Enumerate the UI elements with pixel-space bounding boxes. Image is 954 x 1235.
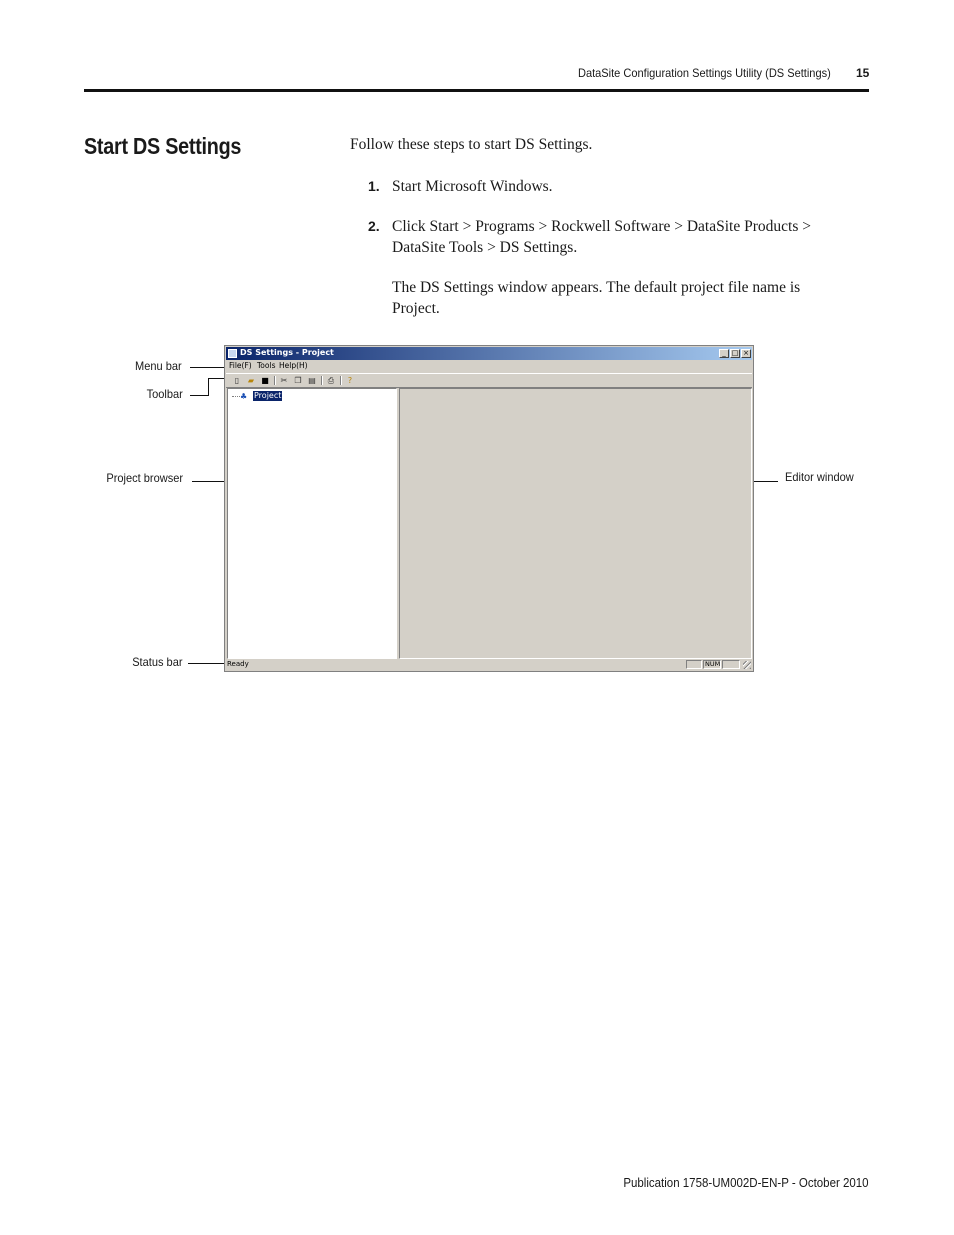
close-icon[interactable]: × bbox=[741, 349, 751, 358]
new-file-icon[interactable]: ▯ bbox=[234, 376, 240, 385]
project-icon: ♣ bbox=[240, 392, 248, 401]
tree-item-project[interactable]: Project bbox=[254, 391, 282, 400]
paste-icon[interactable]: ▤ bbox=[308, 376, 316, 385]
callout-line-toolbar-a bbox=[190, 395, 208, 396]
step-1 bbox=[368, 176, 848, 197]
callout-line-status-bar bbox=[188, 663, 228, 664]
help-icon[interactable]: ? bbox=[347, 376, 353, 385]
section-heading: Start DS Settings bbox=[84, 133, 242, 159]
cut-icon[interactable]: ✂ bbox=[280, 376, 288, 385]
save-icon[interactable]: ■ bbox=[261, 376, 269, 385]
result-note: The DS Settings window appears. The default project file name is Project. bbox=[392, 279, 801, 317]
page-number: 15 bbox=[856, 66, 870, 80]
callout-project-browser: Project browser bbox=[106, 471, 184, 485]
project-browser[interactable] bbox=[227, 388, 397, 659]
status-text: Ready bbox=[227, 660, 249, 668]
callout-toolbar: Toolbar bbox=[146, 387, 183, 401]
copy-icon[interactable]: ❐ bbox=[294, 376, 302, 385]
menu-tools[interactable]: Tools bbox=[257, 361, 276, 370]
callout-line-toolbar-b bbox=[208, 378, 209, 396]
header-rule bbox=[84, 89, 869, 92]
intro-paragraph: Follow these steps to start DS Settings. bbox=[350, 136, 593, 153]
window-title: DS Settings - Project bbox=[240, 348, 334, 357]
callout-status-bar: Status bar bbox=[132, 655, 183, 669]
step-2-number: 2. bbox=[368, 218, 380, 234]
resize-grip[interactable] bbox=[743, 661, 751, 669]
step-1-number: 1. bbox=[368, 178, 380, 194]
status-bar bbox=[226, 659, 752, 670]
toolbar bbox=[226, 373, 752, 388]
callout-editor-window: Editor window bbox=[784, 470, 854, 484]
running-header-title: DataSite Configuration Settings Utility (DS Settings) bbox=[578, 66, 831, 80]
open-folder-icon[interactable]: ▰ bbox=[247, 376, 255, 385]
menu-file[interactable]: File(F) bbox=[229, 361, 252, 370]
status-panel bbox=[722, 660, 740, 669]
title-bar bbox=[226, 347, 752, 360]
print-icon[interactable]: ⎙ bbox=[327, 376, 335, 385]
toolbar-separator bbox=[321, 376, 323, 385]
ds-settings-window bbox=[224, 345, 754, 672]
menu-bar bbox=[226, 361, 752, 372]
step-1-text: Start Microsoft Windows. bbox=[392, 178, 553, 195]
step-2-text: Click Start > Programs > Rockwell Software > DataSite Products > DataSite Tools > DS Settings. bbox=[392, 218, 811, 256]
toolbar-separator bbox=[274, 376, 276, 385]
tree-connector bbox=[232, 396, 240, 397]
publication-footer: Publication 1758-UM002D-EN-P - October 2010 bbox=[623, 1176, 869, 1190]
toolbar-separator bbox=[340, 376, 342, 385]
callout-line-menu-bar bbox=[190, 367, 228, 368]
minimize-icon[interactable]: _ bbox=[719, 349, 729, 358]
editor-window[interactable] bbox=[399, 388, 752, 659]
maximize-icon[interactable]: □ bbox=[731, 349, 739, 357]
menu-help[interactable]: Help(H) bbox=[279, 361, 308, 370]
callout-menu-bar: Menu bar bbox=[135, 359, 182, 373]
status-num: NUM bbox=[705, 660, 721, 668]
app-icon bbox=[228, 349, 237, 358]
status-panel bbox=[686, 660, 702, 669]
step-2 bbox=[368, 216, 848, 258]
